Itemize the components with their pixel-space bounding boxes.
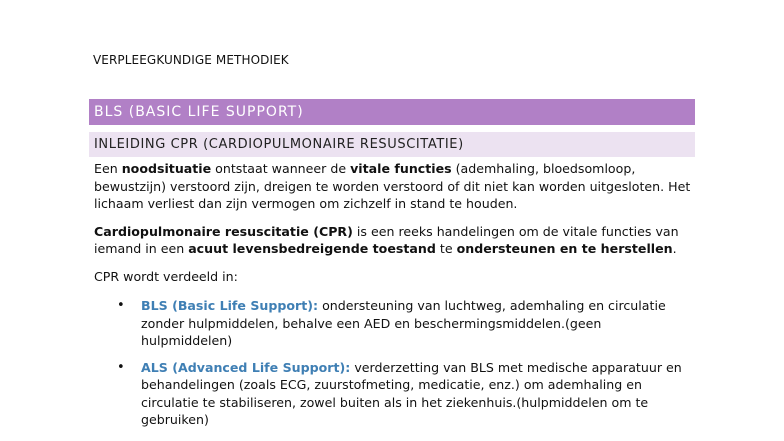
paragraph-cpr-definition (94, 223, 694, 258)
text: Een (94, 161, 122, 176)
text: (ademhaling, bloedsomloop, bewustzijn) verstoord zijn, dreigen te worden verstoord of dit niet kan worden uitgesloten. Het lichaam verliest dan zijn vermogen om zichzelf in stand te houden. (94, 161, 691, 211)
bold-text: ondersteunen en te herstellen (456, 241, 673, 256)
list-item (94, 297, 694, 350)
cpr-types-list (94, 297, 694, 429)
text: te (435, 241, 457, 256)
bold-text: vitale functies (350, 161, 452, 176)
bold-text: acuut levensbedreigende toestand (188, 241, 436, 256)
bold-text: Cardiopulmonaire resuscitatie (CPR) (94, 223, 353, 239)
text: . (672, 241, 677, 256)
paragraph-cpr-verdeeld: CPR wordt verdeeld in: (94, 268, 238, 284)
heading-inleiding-cpr: INLEIDING CPR (CARDIOPULMONAIRE RESUSCITATIE) (89, 132, 695, 157)
document-body (94, 160, 694, 438)
heading-bls: BLS (BASIC LIFE SUPPORT) (89, 99, 695, 125)
list-text: ondersteuning van luchtweg, ademhaling en circulatie zonder hulpmiddelen, behalve een AED en beschermingsmiddelen.(geen hulpmiddelen) (141, 298, 666, 348)
text: ontstaat wanneer de (211, 161, 351, 176)
list-item (94, 359, 694, 429)
text: is een reeks handelingen om de vitale functies van iemand in een (94, 223, 679, 256)
bullet-icon: • (117, 359, 125, 375)
document-header: VERPLEEGKUNDIGE METHODIEK (93, 53, 289, 67)
list-term: BLS (Basic Life Support): (141, 298, 319, 313)
bullet-icon: • (117, 298, 125, 313)
list-term: ALS (Advanced Life Support): (141, 359, 351, 375)
bold-text: noodsituatie (121, 161, 212, 176)
paragraph-noodsituatie (94, 160, 694, 213)
list-text: verderzetting van BLS met medische apparatuur en behandelingen (zoals ECG, zuurstofmeting, medicatie, enz.) om ademhaling en circulatie te stabiliseren, zowel buiten als in het ziekenhuis.(hulpmiddelen om te gebruiken) (141, 359, 682, 427)
